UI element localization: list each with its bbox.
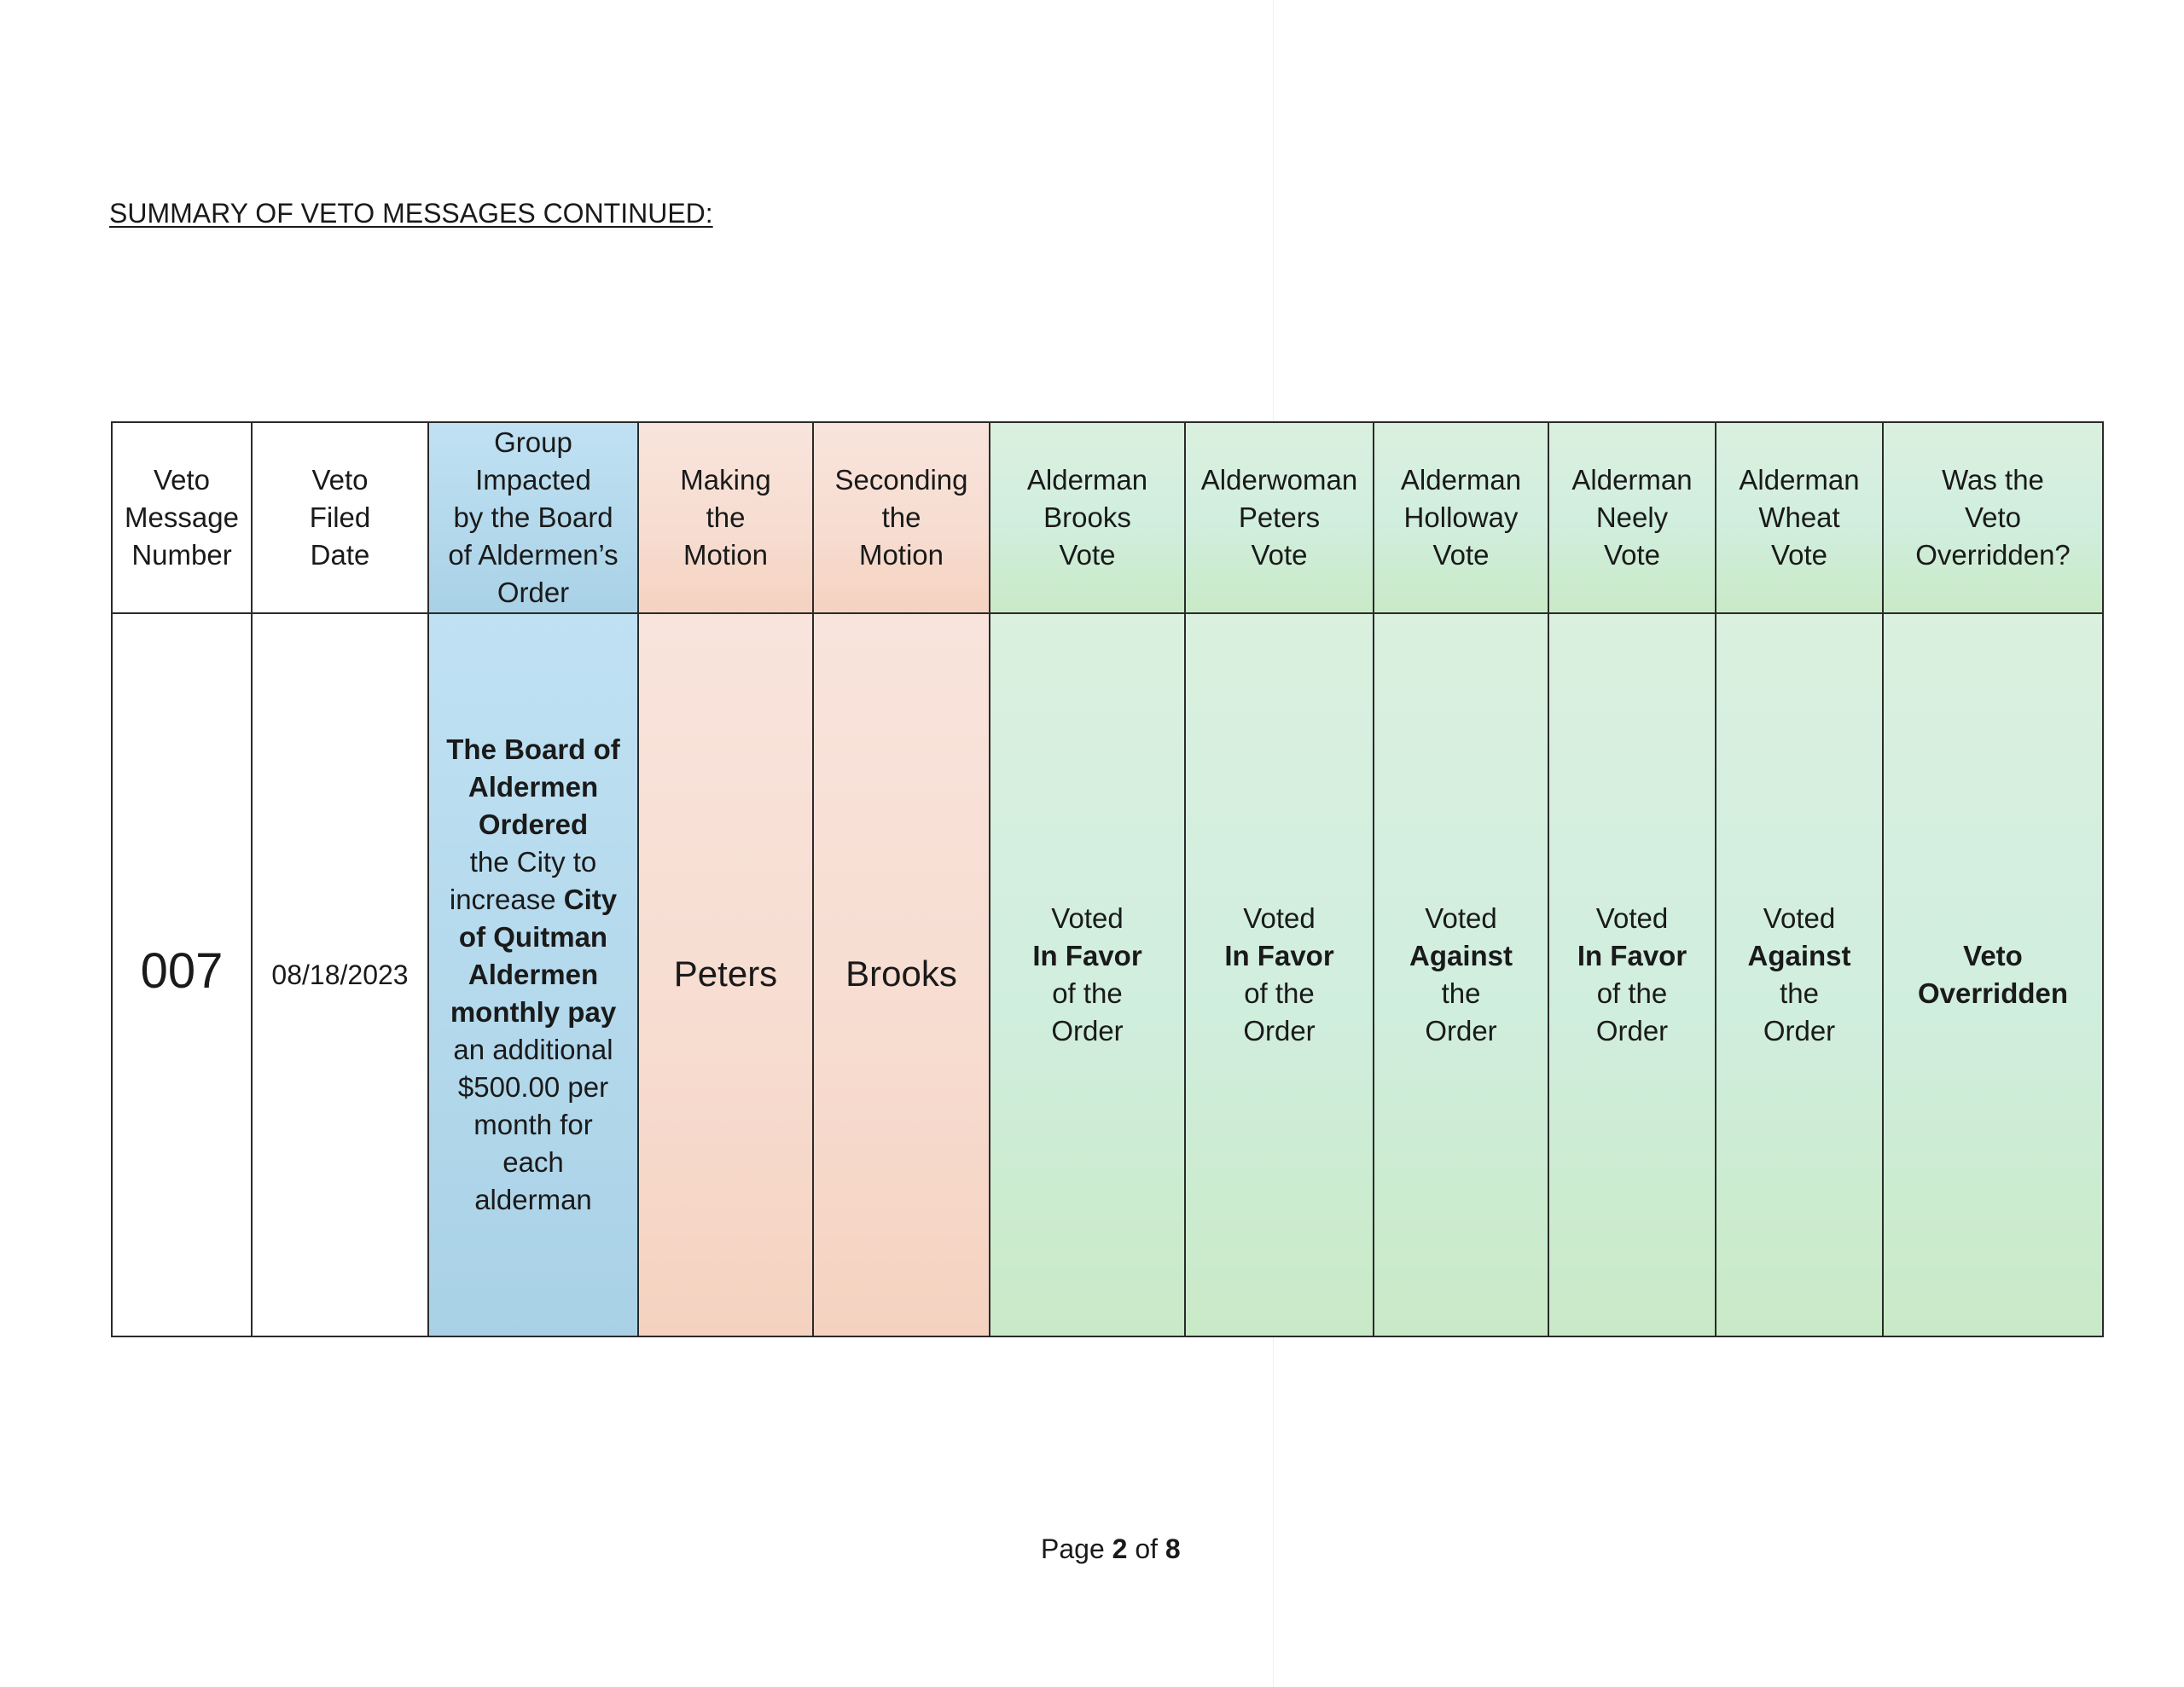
header-making-motion: Making the Motion	[638, 422, 813, 613]
cell-brooks-vote: Voted In Favor of the Order	[990, 613, 1185, 1336]
header-wheat-vote: Alderman Wheat Vote	[1716, 422, 1883, 613]
header-holloway-vote: Alderman Holloway Vote	[1374, 422, 1548, 613]
cell-making-motion: Peters	[638, 613, 813, 1336]
cell-veto-overridden: Veto Overridden	[1883, 613, 2103, 1336]
table-row	[112, 613, 2103, 1336]
cell-neely-vote: Voted In Favor of the Order	[1548, 613, 1716, 1336]
header-peters-vote: Alderwoman Peters Vote	[1185, 422, 1374, 613]
cell-veto-filed-date: 08/18/2023	[252, 613, 428, 1336]
header-neely-vote: Alderman Neely Vote	[1548, 422, 1716, 613]
table-header-row	[112, 422, 2103, 613]
cell-group-impacted: The Board of Aldermen Ordered the City to increase City of Quitman Aldermen monthly pay an additional $500.00 per month for each alderman	[428, 613, 638, 1336]
cell-veto-message-number: 007	[112, 613, 252, 1336]
group-impacted-line-5: increase City	[449, 884, 618, 915]
cell-peters-vote: Voted In Favor of the Order	[1185, 613, 1374, 1336]
header-brooks-vote: Alderman Brooks Vote	[990, 422, 1185, 613]
header-seconding-motion: Seconding the Motion	[813, 422, 990, 613]
header-veto-filed-date: Veto Filed Date	[252, 422, 428, 613]
header-veto-overridden: Was the Veto Overridden?	[1883, 422, 2103, 613]
cell-wheat-vote: Voted Against the Order	[1716, 613, 1883, 1336]
header-group-impacted: Group Impacted by the Board of Aldermen’s Order	[428, 422, 638, 613]
cell-seconding-motion: Brooks	[813, 613, 990, 1336]
section-heading: SUMMARY OF VETO MESSAGES CONTINUED:	[109, 198, 713, 229]
header-veto-message-number: Veto Message Number	[112, 422, 252, 613]
veto-summary-table	[111, 421, 2104, 1337]
cell-holloway-vote: Voted Against the Order	[1374, 613, 1548, 1336]
page-number: Page 2 of 8	[1041, 1533, 1181, 1564]
